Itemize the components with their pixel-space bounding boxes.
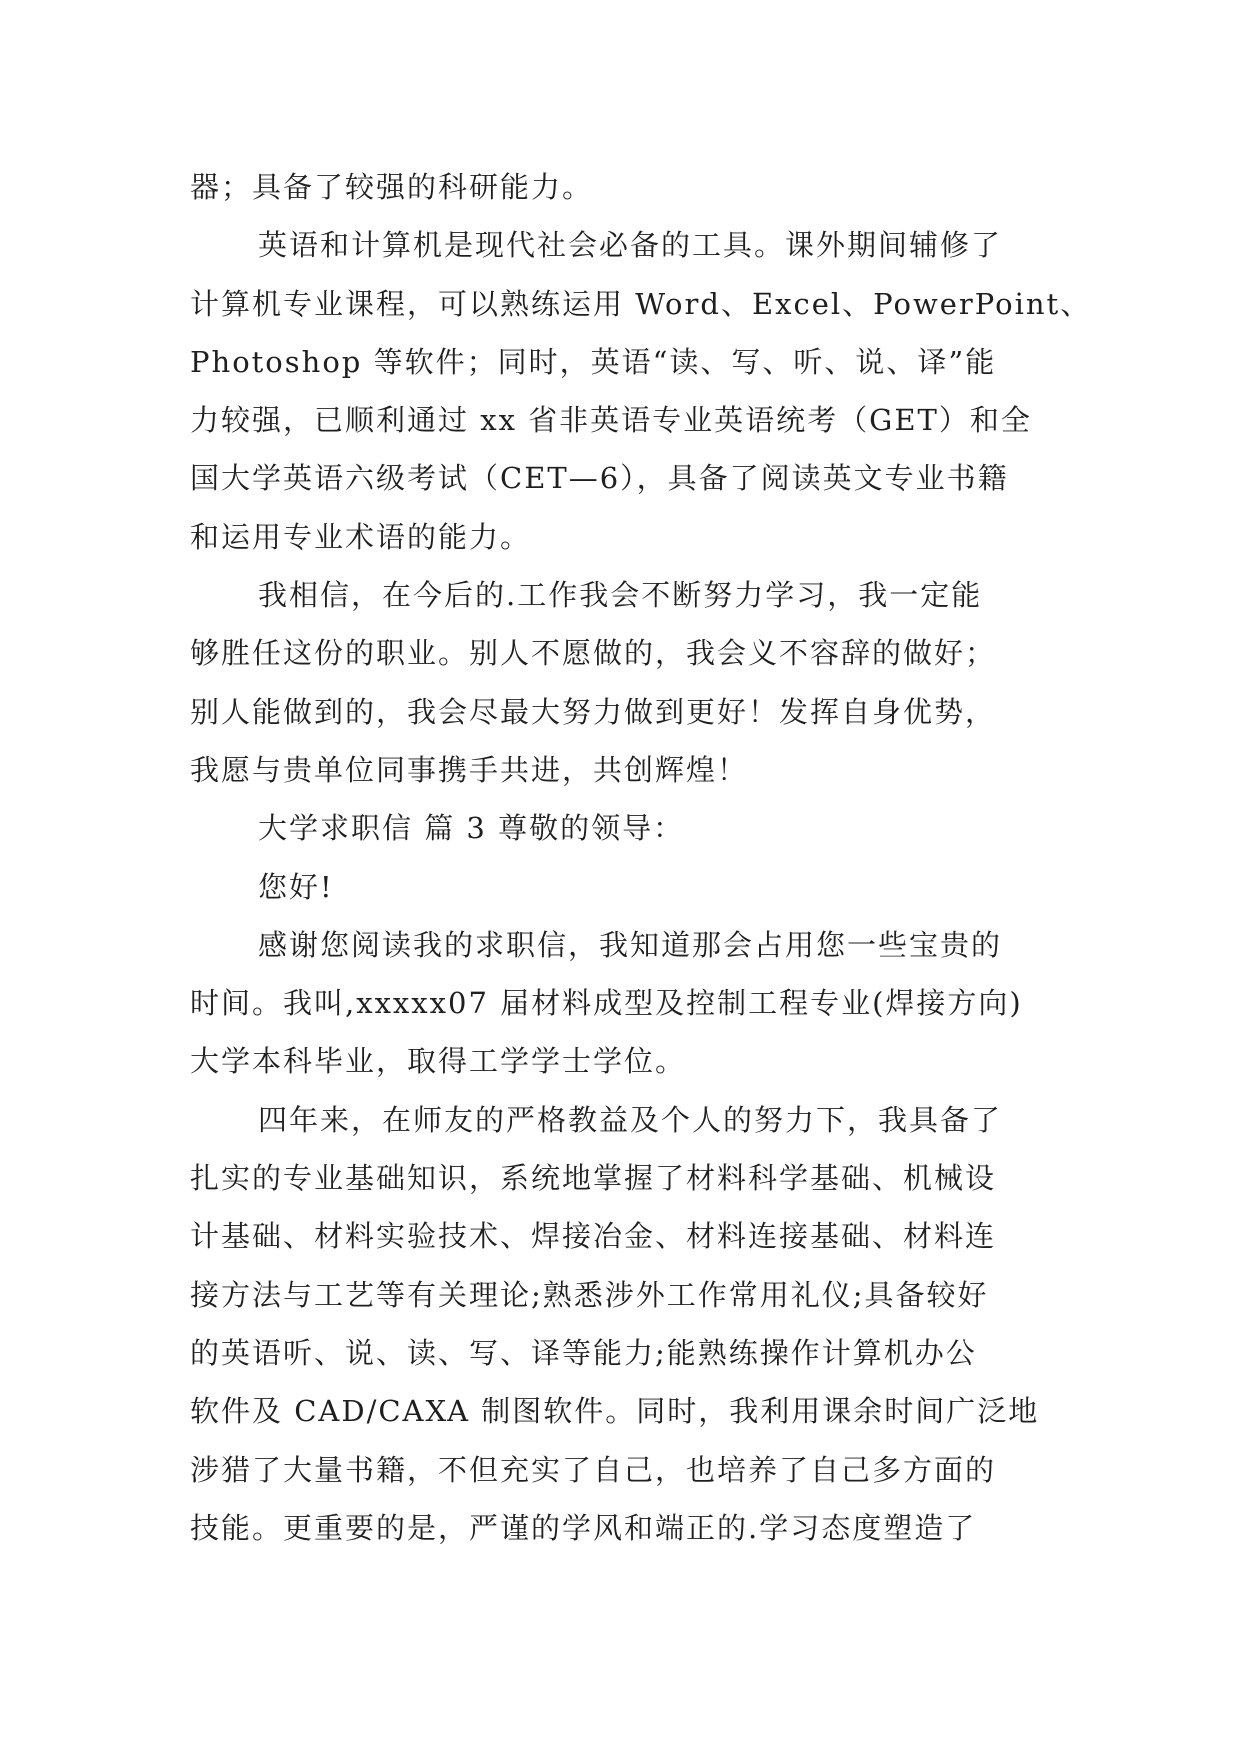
greeting: 您好!: [258, 869, 334, 904]
text-line: 英语和计算机是现代社会必备的工具。课外期间辅修了: [258, 228, 1003, 263]
text-line: 别人能做到的，我会尽最大努力做到更好！发挥自身优势，: [190, 694, 997, 729]
text-line: 感谢您阅读我的求职信，我知道那会占用您一些宝贵的: [258, 927, 1003, 962]
text-line: 的英语听、说、读、写、译等能力;能熟练操作计算机办公: [190, 1335, 977, 1370]
text-line: 和运用专业术语的能力。: [190, 519, 532, 554]
text-line: 器；具备了较强的科研能力。: [190, 170, 594, 204]
text-line: 计基础、材料实验技术、焊接冶金、材料连接基础、材料连: [190, 1219, 997, 1254]
text-line: 接方法与工艺等有关理论;熟悉涉外工作常用礼仪;具备较好: [190, 1277, 989, 1312]
text-line: 四年来，在师友的严格教益及个人的努力下，我具备了: [258, 1102, 1003, 1137]
text-line: 计算机专业课程，可以熟练运用 Word、Excel、PowerPoint、: [190, 286, 1092, 321]
text-line: 大学本科毕业，取得工学学士学位。: [190, 1044, 687, 1079]
text-line: 力较强，已顺利通过 xx 省非英语专业英语统考（GET）和全: [190, 403, 1032, 438]
text-line: 涉猎了大量书籍，不但充实了自己，也培养了自己多方面的: [190, 1452, 997, 1487]
section-heading: 大学求职信 篇 3 尊敬的领导：: [258, 811, 685, 846]
text-line: 软件及 CAD/CAXA 制图软件。同时，我利用课余时间广泛地: [190, 1394, 1040, 1429]
text-line: Photoshop 等软件；同时，英语“读、写、听、说、译”能: [190, 344, 997, 379]
text-line: 时间。我叫,xxxxx07 届材料成型及控制工程专业(焊接方向): [190, 986, 1023, 1021]
text-line: 扎实的专业基础知识，系统地掌握了材料科学基础、机械设: [190, 1161, 997, 1196]
document-body: [190, 158, 1092, 1557]
text-line: 够胜任这份的职业。别人不愿做的，我会义不容辞的做好；: [190, 636, 997, 671]
text-line: 我相信，在今后的.工作我会不断努力学习，我一定能: [258, 578, 983, 613]
text-line: 我愿与贵单位同事携手共进，共创辉煌！: [190, 752, 749, 787]
text-line: 国大学英语六级考试（CET—6），具备了阅读英文专业书籍: [190, 461, 1009, 496]
text-line: 技能。更重要的是，严谨的学风和端正的.学习态度塑造了: [190, 1510, 977, 1545]
